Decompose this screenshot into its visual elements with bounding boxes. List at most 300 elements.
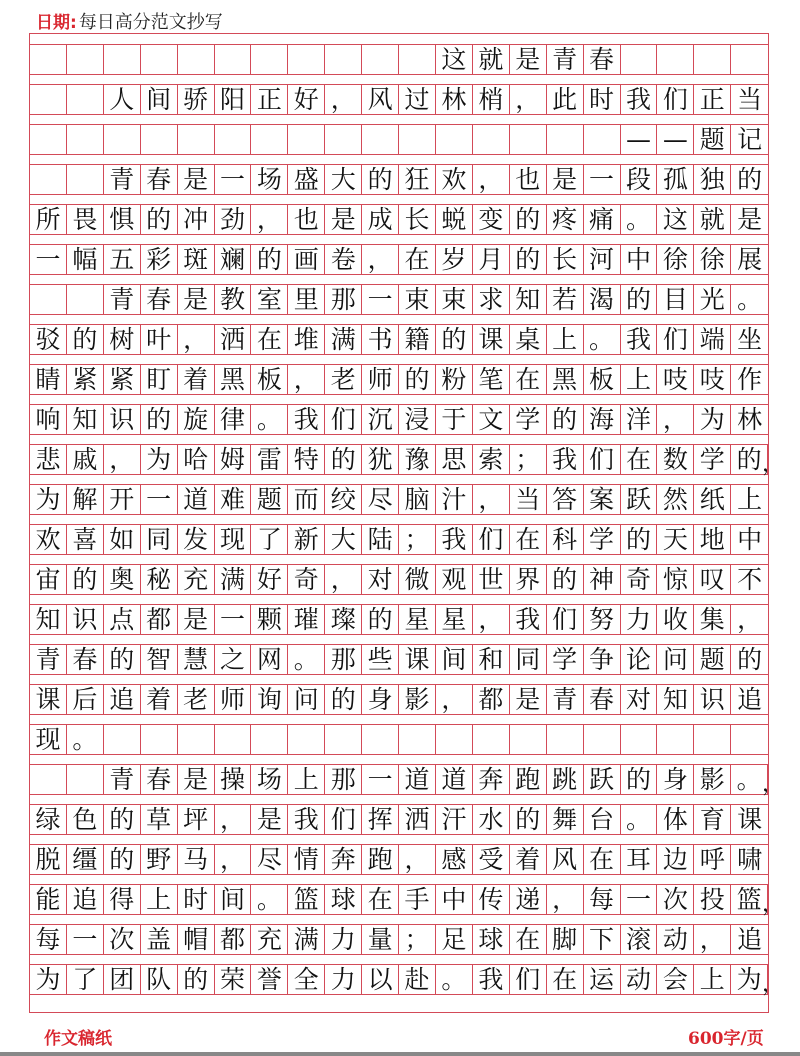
grid-cell: 颗 [251, 605, 288, 634]
grid-cell: 全 [288, 965, 325, 994]
grid-cell: 们 [473, 525, 510, 554]
grid-cell: 们 [584, 445, 621, 474]
grid-cell: 束 [399, 285, 436, 314]
grid-row [30, 564, 768, 595]
grid-cell: 若 [547, 285, 584, 314]
grid-cell: 跑 [362, 845, 399, 874]
grid-cell: 的 [362, 605, 399, 634]
grid-cell: 跃 [584, 765, 621, 794]
grid-cell [584, 725, 621, 754]
grid-cell: 秘 [141, 565, 178, 594]
grid-cell [436, 125, 473, 154]
grid-cell: 是 [510, 45, 547, 74]
grid-cell: 同 [141, 525, 178, 554]
grid-cell: 们 [325, 805, 362, 834]
grid-cell: 我 [547, 445, 584, 474]
grid-cell [141, 725, 178, 754]
grid-cell: 满 [215, 565, 252, 594]
grid-row [30, 84, 768, 115]
grid-cell: ； [399, 525, 436, 554]
header-title: 每日高分范文抄写 [78, 12, 223, 33]
grid-cell: 吱 [694, 365, 731, 394]
grid-cell: 这 [436, 45, 473, 74]
grid-cell: 次 [657, 885, 694, 914]
grid-cell: 些 [362, 645, 399, 674]
grid-cell: 能 [30, 885, 67, 914]
grid-cell [399, 45, 436, 74]
grid-cell: 追 [67, 885, 104, 914]
grid-cell: 台 [584, 805, 621, 834]
overflow-punctuation: ， [761, 771, 784, 797]
grid-cell: 那 [325, 285, 362, 314]
grid-cell: 老 [178, 685, 215, 714]
grid-cell: 驳 [30, 325, 67, 354]
grid-cell: 索 [473, 445, 510, 474]
grid-cell: 一 [30, 245, 67, 274]
manuscript-grid [29, 33, 784, 1013]
grid-cell [104, 725, 141, 754]
grid-cell: 一 [67, 925, 104, 954]
grid-cell: 黑 [547, 365, 584, 394]
grid-cell: 紧 [67, 365, 104, 394]
grid-cell: 动 [621, 965, 658, 994]
grid-cell: 现 [215, 525, 252, 554]
grid-cell [67, 165, 104, 194]
grid-cell: 板 [251, 365, 288, 394]
grid-cell: 书 [362, 325, 399, 354]
grid-cell: 中 [737, 524, 763, 554]
grid-cell: 当 [510, 485, 547, 514]
page-header [36, 8, 223, 32]
grid-cell [731, 45, 768, 74]
grid-cell: 这 [657, 205, 694, 234]
grid-cell: 野 [141, 845, 178, 874]
grid-cell: 挥 [362, 805, 399, 834]
grid-cell: 里 [288, 285, 325, 314]
grid-cell: 啸 [737, 844, 763, 874]
grid-cell: 次 [104, 925, 141, 954]
grid-cell: 是 [547, 165, 584, 194]
grid-cell: 孤 [657, 165, 694, 194]
grid-cell: 于 [436, 405, 473, 434]
grid-cell: 论 [621, 645, 658, 674]
grid-cell: 知 [657, 685, 694, 714]
grid-cell: 如 [104, 525, 141, 554]
grid-cell: 。 [67, 725, 104, 754]
grid-cell: 草 [141, 805, 178, 834]
grid-cell: 知 [67, 405, 104, 434]
grid-cell: 问 [288, 685, 325, 714]
grid-cell: 为 [694, 405, 731, 434]
grid-cell: 跳 [547, 765, 584, 794]
grid-cell: 上 [547, 325, 584, 354]
grid-cell: 在 [584, 845, 621, 874]
grid-cell: 春 [584, 685, 621, 714]
overflow-punctuation: ， [761, 971, 784, 997]
grid-cell: 旋 [178, 405, 215, 434]
grid-cell: 叶 [141, 325, 178, 354]
grid-cell: 师 [362, 365, 399, 394]
grid-cell: 情 [288, 845, 325, 874]
grid-cell: 在 [362, 885, 399, 914]
grid-cell: 对 [362, 565, 399, 594]
grid-cell: 舞 [547, 805, 584, 834]
grid-row [30, 964, 784, 997]
grid-cell: 成 [362, 205, 399, 234]
grid-cell: 不 [737, 564, 763, 594]
grid-cell: 当 [737, 84, 763, 114]
grid-cell: 目 [657, 285, 694, 314]
grid-cell: 影 [399, 685, 436, 714]
grid-cell: 充 [251, 925, 288, 954]
grid-cell: 智 [141, 645, 178, 674]
grid-cell: 运 [584, 965, 621, 994]
grid-cell: 作 [737, 364, 763, 394]
grid-cell: 。 [621, 805, 658, 834]
grid-row [30, 484, 768, 515]
grid-cell: 青 [30, 645, 67, 674]
grid-cell: 脑 [399, 485, 436, 514]
grid-cell: 尽 [362, 485, 399, 514]
grid-cell: 地 [694, 525, 731, 554]
grid-cell: 育 [694, 805, 731, 834]
grid-cell: 天 [657, 525, 694, 554]
grid-cell: 题 [694, 125, 731, 154]
grid-cell: ， [737, 604, 763, 634]
grid-cell: 为 [141, 445, 178, 474]
grid-cell: 长 [547, 245, 584, 274]
grid-cell: 盯 [141, 365, 178, 394]
grid-cell: 是 [178, 605, 215, 634]
grid-cell: 大 [325, 165, 362, 194]
grid-cell [473, 725, 510, 754]
grid-cell: 们 [657, 85, 694, 114]
grid-cell: 追 [104, 685, 141, 714]
grid-row [30, 764, 784, 797]
grid-cell [67, 85, 104, 114]
grid-cell: 上 [621, 365, 658, 394]
grid-cell: 追 [737, 924, 763, 954]
grid-cell: 绞 [325, 485, 362, 514]
grid-cell: 雷 [251, 445, 288, 474]
grid-cell: 解 [67, 485, 104, 514]
grid-cell: 。 [288, 645, 325, 674]
grid-cell: 投 [694, 885, 731, 914]
grid-cell: 林 [436, 85, 473, 114]
grid-cell [30, 125, 67, 154]
grid-cell: 下 [584, 925, 621, 954]
grid-cell: 动 [657, 925, 694, 954]
grid-cell: 现 [30, 725, 67, 754]
grid-cell: 世 [473, 565, 510, 594]
grid-cell [104, 125, 141, 154]
grid-cell: 滚 [621, 925, 658, 954]
grid-cell: 答 [547, 485, 584, 514]
grid-cell: 痛 [584, 205, 621, 234]
grid-cell: 同 [510, 645, 547, 674]
grid-cell: 的 [325, 445, 362, 474]
grid-cell [510, 725, 547, 754]
grid-cell: 缰 [67, 845, 104, 874]
grid-cell: 在 [399, 245, 436, 274]
grid-cell: 一 [362, 285, 399, 314]
grid-cell: 为 [30, 965, 67, 994]
grid-cell [362, 45, 399, 74]
grid-cell: 我 [288, 405, 325, 434]
grid-cell: 海 [584, 405, 621, 434]
grid-cell: 的 [251, 245, 288, 274]
grid-cell: 劲 [215, 205, 252, 234]
grid-cell: 中 [621, 245, 658, 274]
grid-cell: 汗 [436, 805, 473, 834]
grid-cell: 独 [694, 165, 731, 194]
grid-cell: 五 [104, 245, 141, 274]
grid-cell: 间 [436, 645, 473, 674]
grid-cell [399, 125, 436, 154]
grid-cell: 青 [104, 165, 141, 194]
grid-cell: 知 [30, 605, 67, 634]
grid-cell [178, 725, 215, 754]
grid-cell: 此 [547, 85, 584, 114]
grid-cell: 求 [473, 285, 510, 314]
grid-cell: 我 [621, 85, 658, 114]
grid-cell: 的 [362, 165, 399, 194]
grid-cell: 新 [288, 525, 325, 554]
grid-cell: 的 [510, 205, 547, 234]
grid-cell: 点 [104, 605, 141, 634]
overflow-punctuation: ， [761, 451, 784, 477]
grid-cell: 的 [547, 565, 584, 594]
grid-cell: 在 [621, 445, 658, 474]
grid-cell: 吱 [657, 365, 694, 394]
grid-cell: 响 [30, 405, 67, 434]
grid-cell: 就 [694, 205, 731, 234]
grid-cell: 案 [584, 485, 621, 514]
grid-cell: 春 [141, 285, 178, 314]
grid-cell: 尽 [251, 845, 288, 874]
grid-cell: 岁 [436, 245, 473, 274]
grid-row [30, 164, 768, 195]
grid-cell: 上 [737, 484, 763, 514]
grid-cell: 青 [547, 45, 584, 74]
footer-paper-label: 作文稿纸 [44, 1029, 112, 1049]
grid-cell [215, 125, 252, 154]
grid-cell: 们 [547, 605, 584, 634]
grid-cell: 学 [584, 525, 621, 554]
grid-row [30, 44, 768, 75]
grid-cell: 畏 [67, 205, 104, 234]
grid-cell: 脱 [30, 845, 67, 874]
grid-cell: 誉 [251, 965, 288, 994]
grid-cell: 奔 [325, 845, 362, 874]
grid-cell [178, 45, 215, 74]
grid-cell [67, 45, 104, 74]
grid-row [30, 724, 768, 755]
grid-cell: 好 [251, 565, 288, 594]
grid-cell: 黑 [215, 365, 252, 394]
grid-cell [67, 125, 104, 154]
grid-cell: 冲 [178, 205, 215, 234]
grid-cell: 卷 [325, 245, 362, 274]
grid-cell [547, 725, 584, 754]
grid-row [30, 524, 768, 555]
grid-cell [251, 725, 288, 754]
grid-cell: 渴 [584, 285, 621, 314]
grid-cell: 足 [436, 925, 473, 954]
grid-cell: 努 [584, 605, 621, 634]
grid-cell: 是 [178, 165, 215, 194]
grid-cell: 以 [362, 965, 399, 994]
grid-cell: 的 [399, 365, 436, 394]
grid-cell: 是 [251, 805, 288, 834]
grid-cell: ， [288, 365, 325, 394]
grid-cell: 那 [325, 765, 362, 794]
grid-cell: 变 [473, 205, 510, 234]
grid-cell: 在 [510, 365, 547, 394]
grid-cell: 也 [288, 205, 325, 234]
grid-cell: 会 [657, 965, 694, 994]
grid-cell: 学 [547, 645, 584, 674]
grid-cell: 时 [178, 885, 215, 914]
grid-cell: 桌 [510, 325, 547, 354]
grid-cell: 体 [657, 805, 694, 834]
grid-cell: 陆 [362, 525, 399, 554]
grid-cell: 星 [399, 605, 436, 634]
grid-cell: 上 [288, 765, 325, 794]
grid-cell: 的 [141, 205, 178, 234]
grid-cell: 一 [215, 605, 252, 634]
grid-cell: 得 [104, 885, 141, 914]
grid-cell: 递 [510, 885, 547, 914]
grid-cell [547, 125, 584, 154]
grid-cell: 学 [510, 405, 547, 434]
overflow-punctuation: ， [761, 891, 784, 917]
grid-cell: 紧 [104, 365, 141, 394]
grid-cell: 网 [251, 645, 288, 674]
grid-cell: 为 [731, 965, 768, 994]
grid-cell: 之 [215, 645, 252, 674]
grid-cell: 跃 [621, 485, 658, 514]
grid-cell [473, 125, 510, 154]
grid-cell: 的 [436, 325, 473, 354]
grid-cell: 春 [584, 45, 621, 74]
grid-cell: 哈 [178, 445, 215, 474]
grid-cell: 奇 [288, 565, 325, 594]
grid-cell: 。 [621, 205, 658, 234]
grid-cell: 神 [584, 565, 621, 594]
grid-cell: 的 [621, 285, 658, 314]
grid-cell: 耳 [621, 845, 658, 874]
grid-cell: ， [399, 845, 436, 874]
grid-cell: 风 [547, 845, 584, 874]
grid-cell: ， [215, 845, 252, 874]
grid-cell: 的 [178, 965, 215, 994]
grid-cell [584, 125, 621, 154]
grid-cell: 河 [584, 245, 621, 274]
grid-cell: 斓 [215, 245, 252, 274]
grid-cell: 感 [436, 845, 473, 874]
grid-cell [30, 765, 67, 794]
grid-cell: 树 [104, 325, 141, 354]
grid-cell: 而 [288, 485, 325, 514]
grid-cell: 一 [584, 165, 621, 194]
grid-cell: 睛 [30, 365, 67, 394]
grid-cell: 板 [584, 365, 621, 394]
grid-cell: 团 [104, 965, 141, 994]
grid-cell: 人 [104, 85, 141, 114]
grid-cell: 着 [178, 365, 215, 394]
grid-cell [510, 125, 547, 154]
grid-cell: 老 [325, 365, 362, 394]
grid-cell: 就 [473, 45, 510, 74]
grid-cell: 过 [399, 85, 436, 114]
grid-cell: 束 [436, 285, 473, 314]
grid-cell: 纸 [694, 485, 731, 514]
grid-cell: 赴 [399, 965, 436, 994]
grid-cell: 我 [288, 805, 325, 834]
grid-row [30, 444, 784, 477]
grid-cell: 盛 [288, 165, 325, 194]
grid-cell: 题 [251, 485, 288, 514]
grid-cell: 每 [30, 925, 67, 954]
grid-cell: ， [657, 405, 694, 434]
grid-cell: ， [251, 205, 288, 234]
grid-cell: 幅 [67, 245, 104, 274]
grid-cell: 喜 [67, 525, 104, 554]
grid-cell: 青 [104, 285, 141, 314]
grid-cell: — [621, 125, 658, 154]
grid-cell: 画 [288, 245, 325, 274]
grid-cell: 科 [547, 525, 584, 554]
grid-cell: 识 [67, 605, 104, 634]
grid-cell [141, 45, 178, 74]
grid-cell: 观 [436, 565, 473, 594]
grid-cell: ， [104, 445, 141, 474]
grid-cell: ， [215, 805, 252, 834]
bottom-divider [0, 1052, 800, 1056]
grid-cell: 道 [436, 765, 473, 794]
grid-cell: 身 [657, 765, 694, 794]
grid-cell: 帽 [178, 925, 215, 954]
grid-cell: 蜕 [436, 205, 473, 234]
grid-cell: 。 [251, 405, 288, 434]
grid-cell: 彩 [141, 245, 178, 274]
grid-cell: 边 [657, 845, 694, 874]
grid-cell: 我 [436, 525, 473, 554]
grid-cell: 场 [251, 165, 288, 194]
grid-cell: 跑 [510, 765, 547, 794]
grid-cell [30, 45, 67, 74]
grid-cell: ， [436, 685, 473, 714]
grid-cell: 的 [141, 405, 178, 434]
grid-row [30, 324, 768, 355]
grid-cell [251, 125, 288, 154]
grid-cell: 正 [251, 85, 288, 114]
grid-cell: 着 [510, 845, 547, 874]
grid-cell: 戚 [67, 445, 104, 474]
grid-cell [30, 165, 67, 194]
grid-cell [621, 725, 658, 754]
grid-cell: 满 [325, 325, 362, 354]
grid-cell: 那 [325, 645, 362, 674]
grid-cell: 惊 [657, 565, 694, 594]
grid-cell: 沉 [362, 405, 399, 434]
grid-cell: 我 [621, 325, 658, 354]
grid-cell: 影 [694, 765, 731, 794]
grid-cell: ， [473, 605, 510, 634]
grid-cell: 粉 [436, 365, 473, 394]
grid-cell: ， [362, 245, 399, 274]
